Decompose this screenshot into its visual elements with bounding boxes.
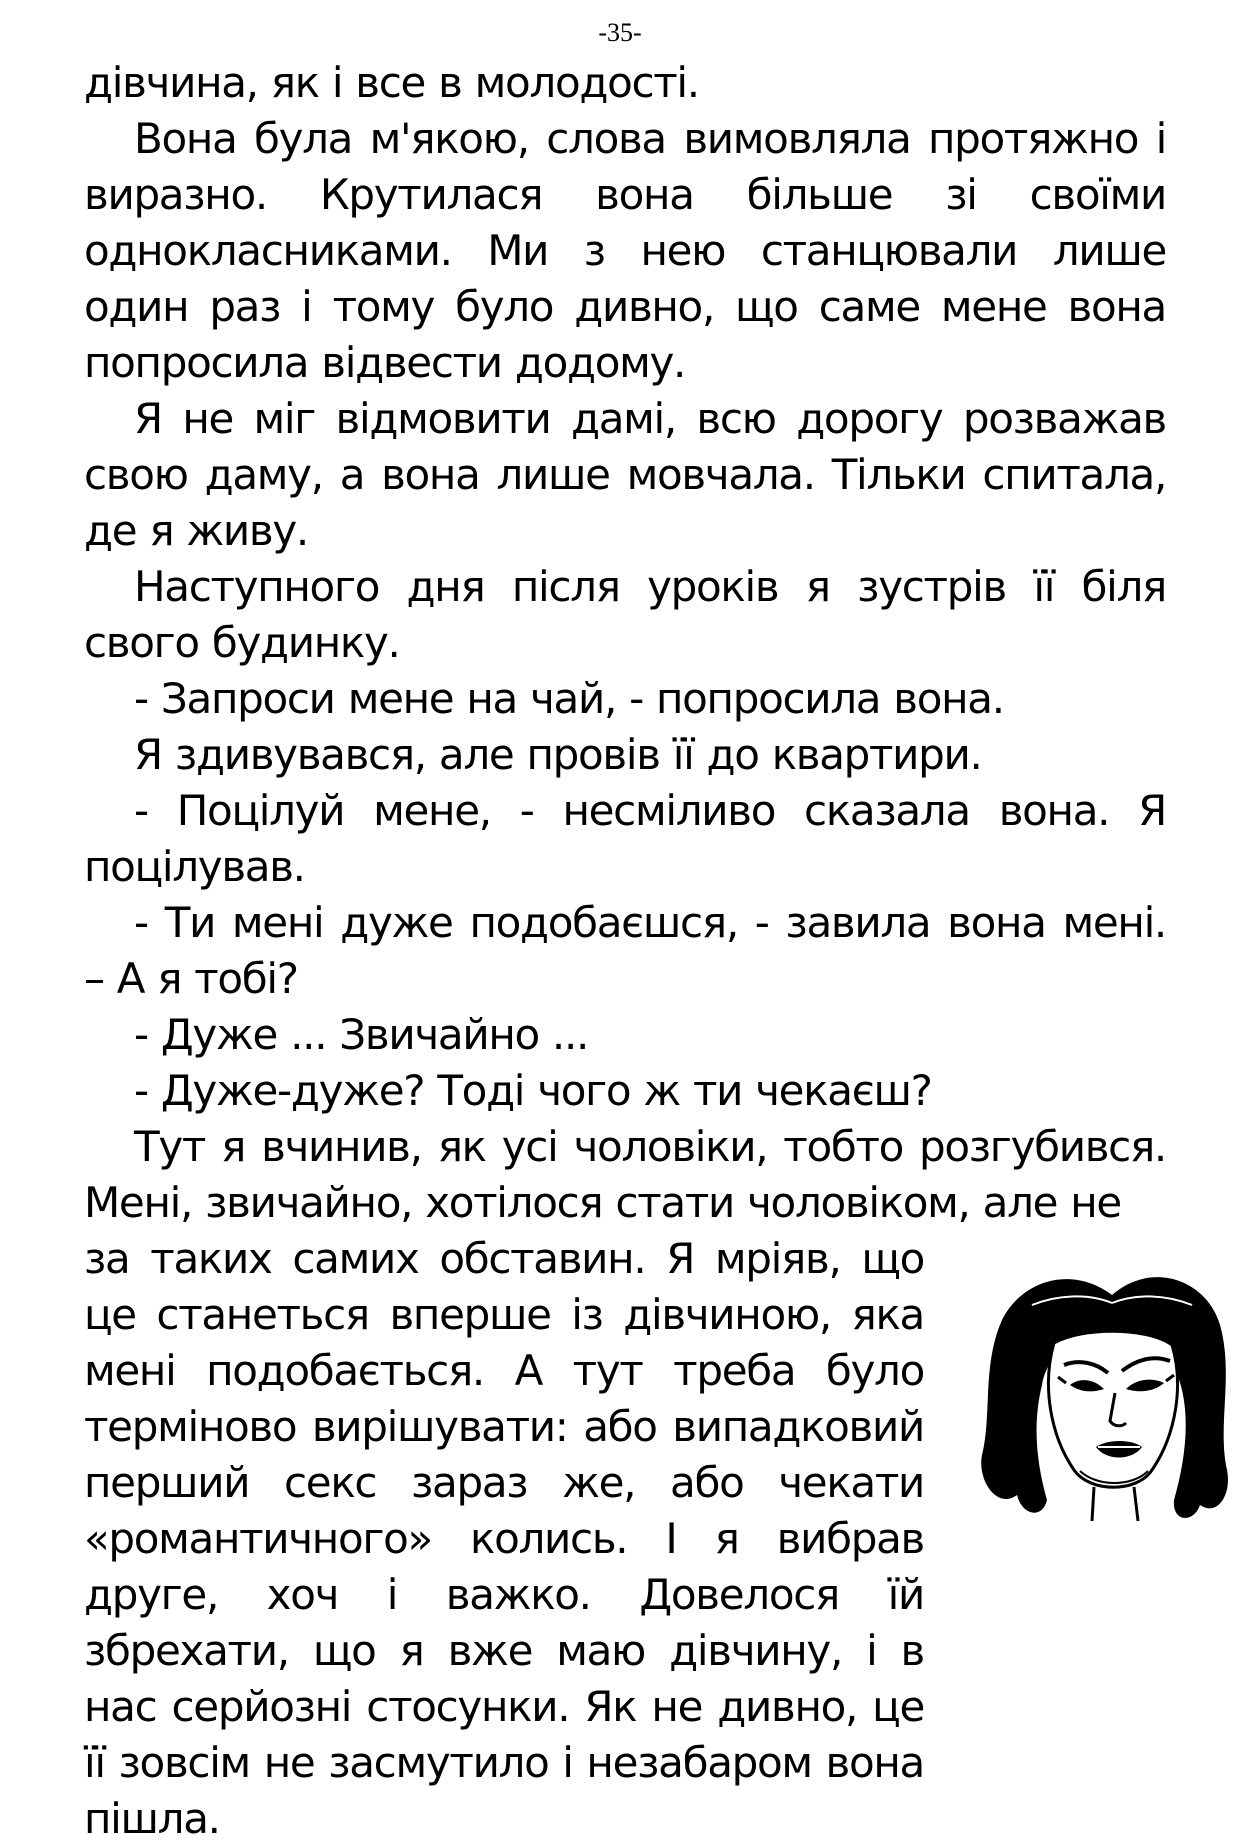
dialogue-line-5: - Дуже-дуже? Тоді чого ж ти чекаєш? [134,1066,932,1115]
dialogue-line-4: - Дуже ... Звичайно ... [134,1010,589,1059]
page-number: -35- [598,18,642,47]
dialogue-line-2: - Поцілуй мене, - несміливо сказала вона. Я поцілував. [84,786,1166,891]
dialogue-line-1: - Запроси мене на чай, - попросила вона. [134,674,1004,723]
text-with-illustration [84,1231,1166,1847]
paragraph-1: дівчина, як і все в молодості. [84,58,699,107]
paragraph-5: Я здивувався, але провів її до квартири. [134,730,982,779]
paragraph-7: за таких самих обставин. Я мріяв, що це станеться вперше із дівчиною, яка мені подобається. А тут треба було терміново вирішувати: або випадковий перший секс зараз же, або чекати «романтичного» колись. І я вибрав друге, хоч і важко. Довелося їй збрехати, що я вже маю дівчину, і в нас серйозні стосунки. Як не дивно, це її зовсім не засмутило і незабаром вона пішла. [84,1234,924,1843]
paragraph-4: Наступного дня після уроків я зустрів її біля свого будинку. [84,562,1166,667]
dialogue-line-3: - Ти мені дуже подобаєшся, - завила вона мені. – А я тобі? [84,898,1166,1003]
woman-face-sketch-icon [962,1225,1240,1525]
body-text [84,55,1166,1847]
paragraph-3: Я не міг відмовити дамі, всю дорогу розважав свою даму, а вона лише мовчала. Тільки спитала, де я живу. [84,394,1166,555]
paragraph-6: Тут я вчинив, як усі чоловіки, тобто розгубився. Мені, звичайно, хотілося стати чоловіком, але не [84,1122,1166,1227]
paragraph-2: Вона була м'якою, слова вимовляла протяжно і виразно. Крутилася вона більше зі своїми однокласниками. Ми з нею станцювали лише один раз і тому було дивно, що саме мене вона попросила відвести додому. [84,114,1166,387]
